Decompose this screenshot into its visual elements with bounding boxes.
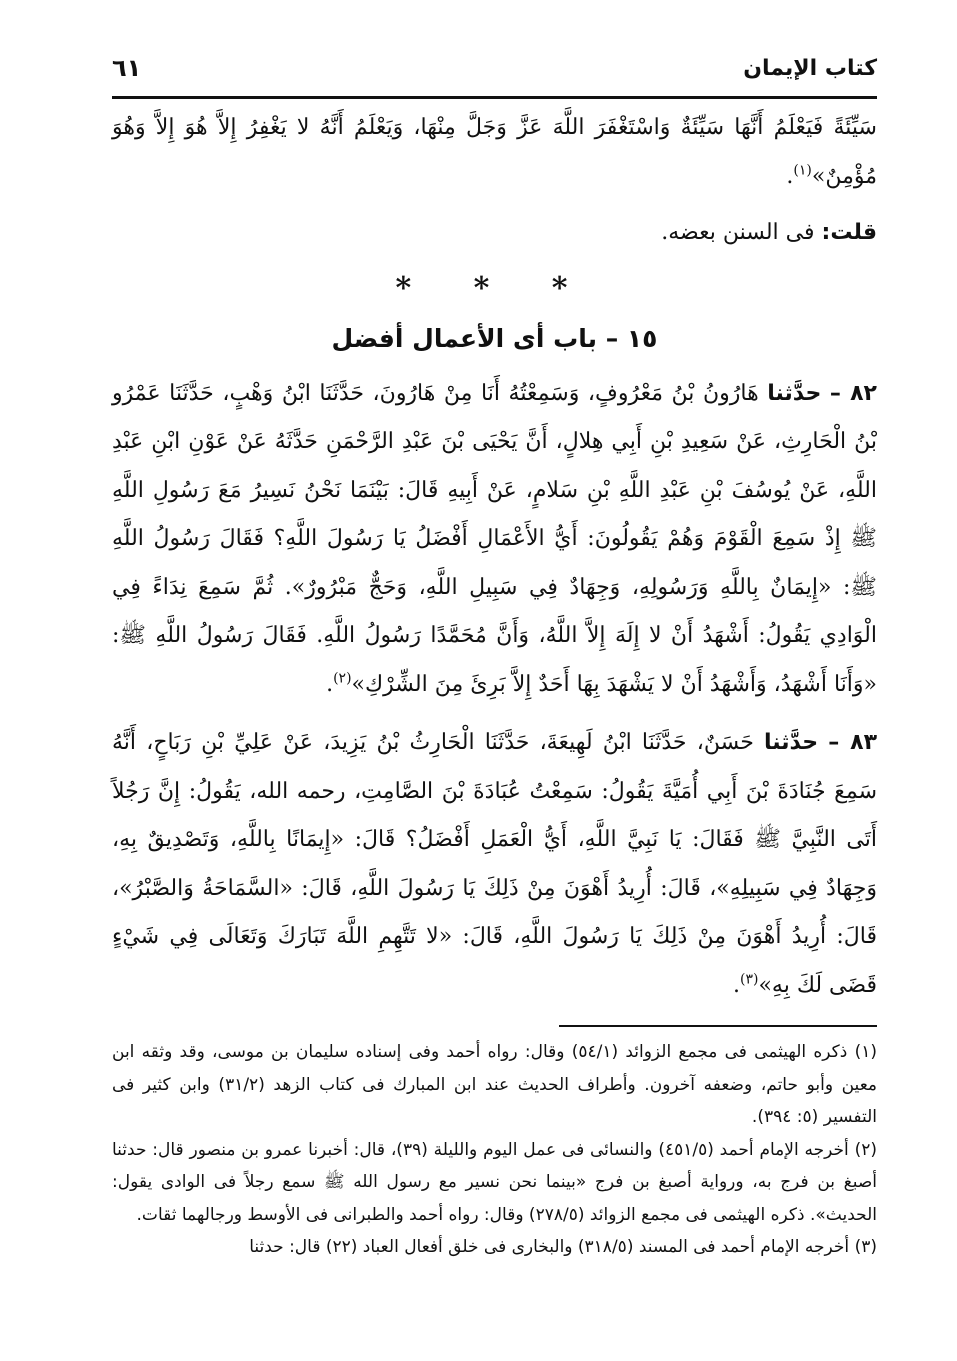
hadith-83: ٨٣ – حدَّثنا حَسَنٌ، حَدَّثَنَا ابْنُ لَهِيعَةَ، حَدَّثَنَا الْحَارِثُ بْنُ يَزِيدَ، عَنْ عَلِيِّ بْنِ رَبَاحٍ، أَنَّهُ سَمِعَ جُنَادَةَ بْنَ أَبِي أُمَيَّةَ يَقُولُ: سَمِعْتُ عُبَادَةَ بْنَ الصَّامِتِ، رحمه الله، يَقُولُ: إِنَّ رَجُلاً أَتَى النَّبِيَّ ﷺ فَقَالَ: يَا نَبِيَّ اللَّهِ، أَيُّ الْعَمَلِ أَفْضَلُ؟ قَالَ: «إِيمَانًا بِاللَّهِ، وَتَصْدِيقٌ بِهِ، وَجِهَادٌ فِي سَبِيلِهِ»، قَالَ: أُرِيدُ أَهْوَنَ مِنْ ذَلِكَ يَا رَسُولَ اللَّهِ، قَالَ: «السَّمَاحَةُ وَالصَّبْرُ»، قَالَ: أُرِيدُ أَهْوَنَ مِنْ ذَلِكَ يَا رَسُولَ اللَّهِ، قَالَ: «لا تَتَّهِمِ اللَّهَ تَبَارَكَ وَتَعَالَى فِي شَيْءٍ قَضَى لَكَ بِهِ»$^{(٣)}$. — [112, 730, 877, 998]
hadith-83-text: حَسَنٌ، حَدَّثَنَا ابْنُ لَهِيعَةَ، حَدَّثَنَا الْحَارِثُ بْنُ يَزِيدَ، عَنْ عَلِيِّ بْنِ رَبَاحٍ، أَنَّهُ سَمِعَ جُنَادَةَ بْنَ أَبِي أُمَيَّةَ يَقُولُ: سَمِعْتُ عُبَادَةَ بْنَ الصَّامِتِ، رحمه الله، يَقُولُ: إِنَّ رَجُلاً أَتَى النَّبِيَّ ﷺ فَقَالَ: يَا نَبِيَّ اللَّهِ، أَيُّ الْعَمَلِ أَفْضَلُ؟ قَالَ: «إِيمَانًا بِاللَّهِ، وَتَصْدِيقٌ بِهِ، وَجِهَادٌ فِي سَبِيلِهِ»، قَالَ: أُرِيدُ أَهْوَنَ مِنْ ذَلِكَ يَا رَسُولَ اللَّهِ، قَالَ: «السَّمَاحَةُ وَالصَّبْرُ»، قَالَ: أُرِيدُ أَهْوَنَ مِنْ ذَلِكَ يَا رَسُولَ اللَّهِ، قَالَ: «لا تَتَّهِمِ اللَّهَ تَبَارَكَ وَتَعَالَى فِي شَيْءٍ قَضَى لَكَ بِهِ» — [112, 730, 877, 998]
section-separator: * * * — [395, 270, 594, 306]
footnote-1-marker: (١) — [854, 1042, 877, 1062]
author-note — [112, 209, 877, 258]
hadith-82-text: هَارُونُ بْنُ مَعْرُوفٍ، وَسَمِعْتُهُ أَنَا مِنْ هَارُونَ، حَدَّثَنَا ابْنُ وَهْبٍ، حَدَّثَنَا عَمْرُو بْنُ الْحَارِثِ، عَنْ سَعِيدِ بْنِ أَبِي هِلالٍ، أَنَّ يَحْيَى بْنَ عَبْدِ الرَّحْمَنِ حَدَّثَهُ عَنْ عَوْنِ ابْنِ عَبْدِ اللَّهِ، عَنْ يُوسُفَ بْنِ عَبْدِ اللَّهِ بْنِ سَلامٍ، عَنْ أَبِيهِ قَالَ: بَيْنَمَا نَحْنُ نَسِيرُ مَعَ رَسُولِ اللَّهِ ﷺ إِذْ سَمِعَ الْقَوْمَ وَهُمْ يَقُولُونَ: أَيُّ الأَعْمَالِ أَفْضَلُ يَا رَسُولَ اللَّهِ؟ فَقَالَ رَسُولُ اللَّهِ ﷺ: «إِيمَانٌ بِاللَّهِ وَرَسُولِهِ، وَجِهَادٌ فِي سَبِيلِ اللَّهِ، وَحَجٌّ مَبْرُورٌ». ثُمَّ سَمِعَ نِدَاءً فِي الْوَادِي يَقُولُ: أَشْهَدُ أَنْ لا إِلَهَ إِلاَّ اللَّهُ، وَأَنَّ مُحَمَّدًا رَسُولُ اللَّهِ. فَقَالَ رَسُولُ اللَّهِ ﷺ: «وَأَنَا أَشْهَدُ، وَأَشْهَدُ أَنْ لا يَشْهَدَ بِهَا أَحَدٌ إِلاَّ بَرِئَ مِنَ الشِّرْكِ» — [112, 380, 877, 697]
continuation-paragraph: سَيِّئَةً فَيَعْلَمُ أَنَّهَا سَيِّئَةٌ وَاسْتَغْفَرَ اللَّهَ عَزَّ وَجَلَّ مِنْهَا، وَيَعْلَمُ أَنَّهُ لا يَغْفِرُ إِلاَّ هُوَ إِلاَّ وَهُوَ مُؤْمِنٌ»$^{(١)}$. — [112, 115, 877, 189]
footnote-3 — [112, 1231, 877, 1264]
page-number: ٦١ — [112, 54, 142, 82]
continuation-text: سَيِّئَةً فَيَعْلَمُ أَنَّهَا سَيِّئَةٌ وَاسْتَغْفَرَ اللَّهَ عَزَّ وَجَلَّ مِنْهَا، وَيَعْلَمُ أَنَّهُ لا يَغْفِرُ إِلاَّ هُوَ إِلاَّ وَهُوَ مُؤْمِنٌ» — [112, 115, 877, 189]
footnote-2-text: أخرجه الإمام أحمد (٤٥١/٥) والنسائى فى عمل اليوم والليلة (٣٩)، قال: أخبرنا عمرو بن منصور قال: حدثنا أصبغ بن فرج به، ورواية أصبغ بن فرج «بينما نحن نسير مع رسول الله ﷺ سمع رجلاً فى الوادى يقول: الحديث». ذكره الهيثمى فى مجمع الزوائد (٢٧٨/٥) وقال: رواه أحمد والطبرانى فى الأوسط ورجالهما ثقات. — [112, 1139, 877, 1225]
book-title: كتاب الإيمان — [743, 56, 877, 81]
footnote-rule — [559, 1025, 877, 1027]
footnote-1-text: ذكره الهيثمى فى مجمع الزوائد (٥٤/١) وقال: رواه أحمد وفى إسناده سليمان بن موسى، وقد وثقه ابن معين وأبو حاتم، وضعفه آخرون. وأطراف الحديث عند ابن المبارك فى كتاب الزهد (٣١/٢) وابن كثير فى التفسير (٥: ٣٩٤). — [112, 1042, 877, 1127]
hadith-83-number: ٨٣ – — [828, 730, 877, 755]
footnote-ref-1: (١) — [793, 162, 812, 179]
main-text — [112, 104, 877, 1010]
footnotes — [112, 1036, 877, 1264]
chapter-title: ١٥ – باب أى الأعمال أفضل — [331, 323, 658, 353]
note-text: فى السنن بعضه. — [661, 220, 815, 245]
footnote-ref-2: (٢) — [333, 670, 352, 687]
hadith-82-number: ٨٢ – — [829, 380, 877, 406]
footnote-2 — [112, 1134, 877, 1232]
page-header — [112, 46, 877, 96]
hadith-82: ٨٢ – حدَّثنا هَارُونُ بْنُ مَعْرُوفٍ، وَسَمِعْتُهُ أَنَا مِنْ هَارُونَ، حَدَّثَنَا ابْنُ وَهْبٍ، حَدَّثَنَا عَمْرُو بْنُ الْحَارِثِ، عَنْ سَعِيدِ بْنِ أَبِي هِلالٍ، أَنَّ يَحْيَى بْنَ عَبْدِ الرَّحْمَنِ حَدَّثَهُ عَنْ عَوْنِ ابْنِ عَبْدِ اللَّهِ، عَنْ يُوسُفَ بْنِ عَبْدِ اللَّهِ بْنِ سَلامٍ، عَنْ أَبِيهِ قَالَ: بَيْنَمَا نَحْنُ نَسِيرُ مَعَ رَسُولِ اللَّهِ ﷺ إِذْ سَمِعَ الْقَوْمَ وَهُمْ يَقُولُونَ: أَيُّ الأَعْمَالِ أَفْضَلُ يَا رَسُولَ اللَّهِ؟ فَقَالَ رَسُولُ اللَّهِ ﷺ: «إِيمَانٌ بِاللَّهِ وَرَسُولِهِ، وَجِهَادٌ فِي سَبِيلِ اللَّهِ، وَحَجٌّ مَبْرُورٌ». ثُمَّ سَمِعَ نِدَاءً فِي الْوَادِي يَقُولُ: أَشْهَدُ أَنْ لا إِلَهَ إِلاَّ اللَّهُ، وَأَنَّ مُحَمَّدًا رَسُولُ اللَّهِ. فَقَالَ رَسُولُ اللَّهِ ﷺ: «وَأَنَا أَشْهَدُ، وَأَشْهَدُ أَنْ لا يَشْهَدَ بِهَا أَحَدٌ إِلاَّ بَرِئَ مِنَ الشِّرْكِ»$^{(٢)}$. — [112, 380, 877, 697]
footnote-3-text: أخرجه الإمام أحمد فى المسند (٣١٨/٥) والبخارى فى خلق أفعال العباد (٢٢) قال: حدثنا — [249, 1237, 850, 1257]
hadith-83-opening: حدَّثنا — [764, 730, 819, 755]
footnote-2-marker: (٢) — [854, 1139, 877, 1160]
note-label: قلت: — [821, 220, 877, 245]
footnote-1 — [112, 1036, 877, 1134]
footnote-ref-3: (٣) — [739, 971, 759, 988]
hadith-82-opening: حدَّثنا — [767, 380, 822, 406]
header-rule — [112, 96, 877, 99]
footnote-3-marker: (٣) — [854, 1237, 877, 1257]
